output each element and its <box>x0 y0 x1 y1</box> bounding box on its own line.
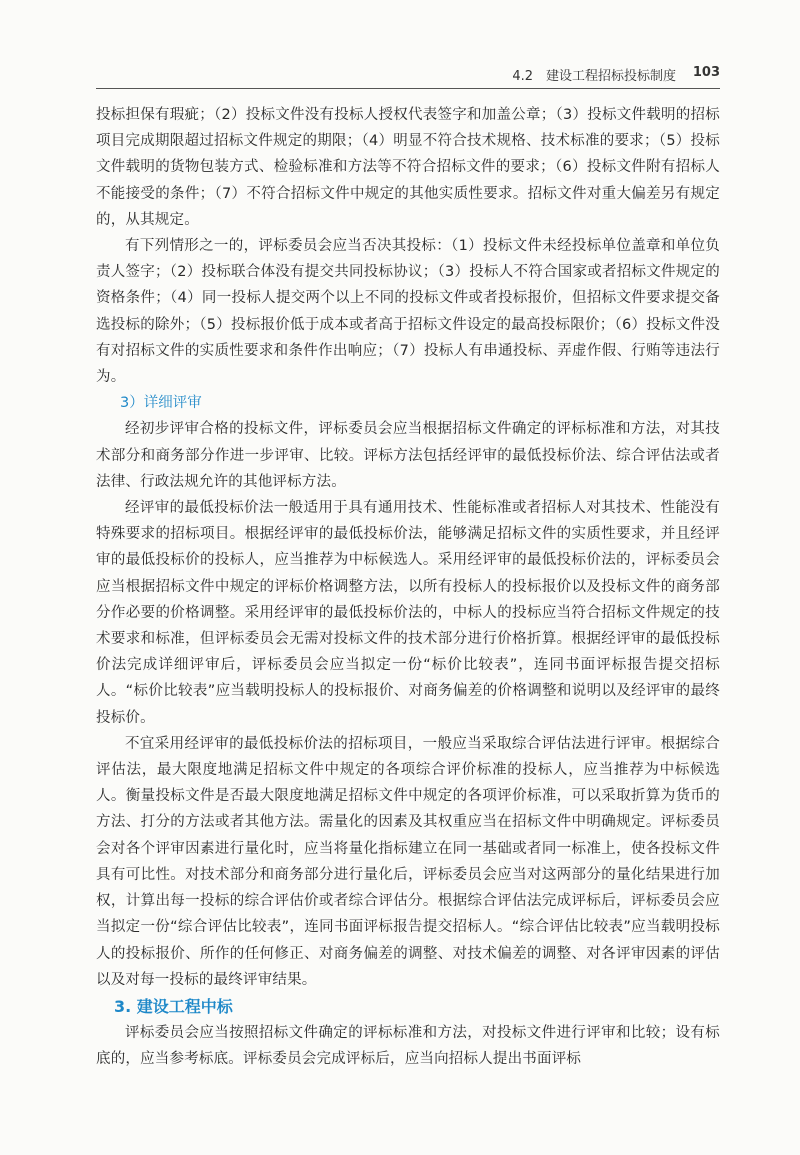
paragraph-lowest-price-method: 经评审的最低投标价法一般适用于具有通用技术、性能标准或者招标人对其技术、性能没有特殊要求的招标项目。根据经评审的最低投标价法，能够满足招标文件的实质性要求，并且经评审的最低投标价的投标人，应当推荐为中标候选人。采用经评审的最低投标价法的，评标委员会应当根据招标文件中规定的评标价格调整方法，以所有投标人的投标报价以及投标文件的商务部分作必要的价格调整。采用经评审的最低投标价法的，中标人的投标应当符合招标文件规定的技术要求和标准，但评标委员会无需对投标文件的技术部分进行价格折算。根据经评审的最低投标价法完成详细评审后，评标委员会应当拟定一份“标价比较表”，连同书面评标报告提交招标人。“标价比较表”应当载明投标人的投标报价、对商务偏差的价格调整和说明以及经评审的最终投标价。 <box>96 500 720 726</box>
page-number: 103 <box>692 65 720 80</box>
page-body <box>96 102 720 1072</box>
paragraph-comprehensive-method: 不宜采用经评审的最低投标价法的招标项目，一般应当采取综合评估法进行评审。根据综合评估法，最大限度地满足招标文件中规定的各项综合评价标准的投标人，应当推荐为中标候选人。衡量投标文件是否最大限度地满足招标文件中规定的各项评价标准，可以采取折算为货币的方法、打分的方法或者其他方法。需量化的因素及其权重应当在招标文件中明确规定。评标委员会对各个评审因素进行量化时，应当将量化指标建立在同一基础或者同一标准上，使各投标文件具有可比性。对技术部分和商务部分进行量化后，评标委员会应当对这两部分的量化结果进行加权，计算出每一投标的综合评估价或者综合评估分。根据综合评估法完成评标后，评标委员会应当拟定一份“综合评估比较表”，连同书面评标报告提交招标人。“综合评估比较表”应当载明投标人的投标报价、所作的任何修正、对商务偏差的调整、对技术偏差的调整、对各评审因素的评估以及对每一投标的最终评审结果。 <box>96 735 720 988</box>
section-heading-award: 3. 建设工程中标 <box>114 996 233 1016</box>
running-header <box>96 62 720 86</box>
section-title: 4.2 建设工程招标投标制度 <box>512 69 676 84</box>
paragraph-continued: 投标担保有瑕疵；（2）投标文件没有投标人授权代表签字和加盖公章；（3）投标文件载明的招标项目完成期限超过招标文件规定的期限；（4）明显不符合技术规格、技术标准的要求；（5）投标文件载明的货物包装方式、检验标准和方法等不符合招标文件的要求；（6）投标文件附有招标人不能接受的条件；（7）不符合招标文件中规定的其他实质性要求。招标文件对重大偏差另有规定的，从其规定。 <box>96 107 720 228</box>
paragraph-award: 评标委员会应当按照招标文件确定的评标标准和方法，对投标文件进行评审和比较；设有标底的，应当参考标底。评标委员会完成评标后，应当向招标人提出书面评标 <box>96 1024 720 1068</box>
header-divider <box>96 88 720 89</box>
paragraph-rejection-conditions: 有下列情形之一的，评标委员会应当否决其投标：（1）投标文件未经投标单位盖章和单位负责人签字；（2）投标联合体没有提交共同投标协议；（3）投标人不符合国家或者招标文件规定的资格条件；（4）同一投标人提交两个以上不同的投标文件或者投标报价，但招标文件要求提交备选投标的除外；（5）投标报价低于成本或者高于招标文件设定的最高投标限价；（6）投标文件没有对招标文件的实质性要求和条件作出响应；（7）投标人有串通投标、弄虚作假、行贿等违法行为。 <box>96 238 720 386</box>
paragraph-evaluation-methods: 经初步评审合格的投标文件，评标委员会应当根据招标文件确定的评标标准和方法，对其技术部分和商务部分作进一步评审、比较。评标方法包括经评审的最低投标价法、综合评估法或者法律、行政法规允许的其他评标方法。 <box>96 421 720 490</box>
subheading-detailed-review: 3）详细评审 <box>120 395 202 412</box>
